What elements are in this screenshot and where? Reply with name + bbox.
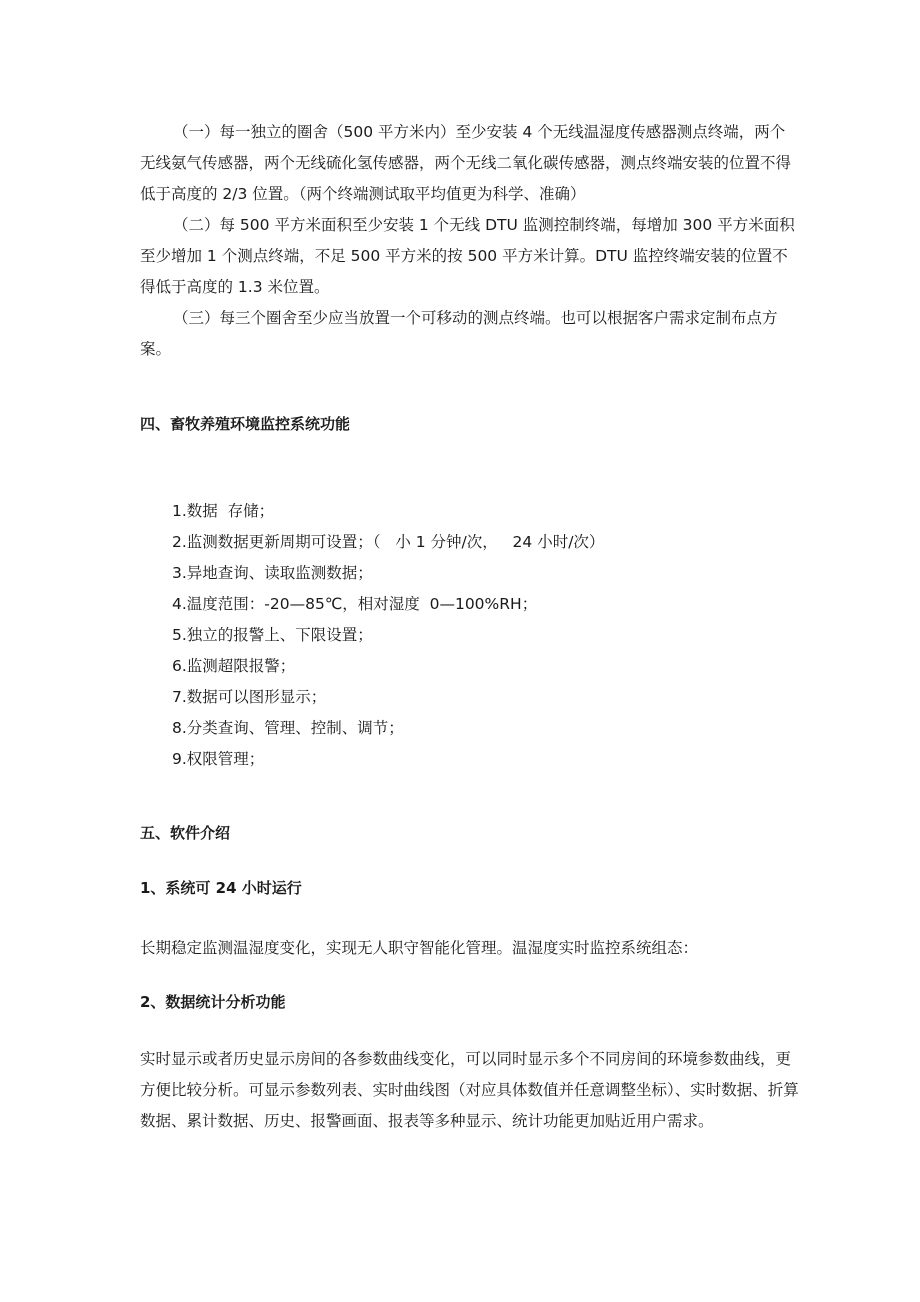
feature-item: 5.独立的报警上、下限设置； bbox=[172, 626, 373, 644]
feature-list bbox=[172, 496, 604, 775]
subsection-1-heading: 1、系统可 24 小时运行 bbox=[140, 879, 302, 897]
section-5-heading: 五、软件介绍 bbox=[140, 824, 231, 842]
section-4-heading: 四、畜牧养殖环境监控系统功能 bbox=[140, 415, 351, 433]
installation-item-1: （一）每一独立的圈舍（500 平方米内）至少安装 4 个无线温湿度传感器测点终端，两个无线氨气传感器，两个无线硫化氢传感器，两个无线二氧化碳传感器，测点终端安装的位置不得低于高度的 2/3 位置。（两个终端测试取平均值更为科学、准确） bbox=[140, 123, 792, 203]
feature-item: 7.数据可以图形显示； bbox=[172, 688, 327, 706]
subsection-2-heading: 2、数据统计分析功能 bbox=[140, 993, 286, 1011]
feature-item: 1.数据 存储； bbox=[172, 502, 275, 520]
feature-item: 6.监测超限报警； bbox=[172, 657, 296, 675]
subsection-1-text: 长期稳定监测温湿度变化，实现无人职守智能化管理。温湿度实时监控系统组态： bbox=[140, 939, 699, 957]
feature-item: 4.温度范围：-20—85℃，相对湿度 0—100%RH； bbox=[172, 595, 538, 613]
feature-item: 2.监测数据更新周期可设置；（ 小 1 分钟/次， 24 小时/次） bbox=[172, 533, 605, 551]
subsection-2-text: 实时显示或者历史显示房间的各参数曲线变化，可以同时显示多个不同房间的环境参数曲线，更方便比较分析。可显示参数列表、实时曲线图（对应具体数值并任意调整坐标）、实时数据、折算数据、累计数据、历史、报警画面、报表等多种显示、统计功能更加贴近用户需求。 bbox=[140, 1050, 799, 1130]
feature-item: 9.权限管理； bbox=[172, 750, 265, 768]
feature-item: 8.分类查询、管理、控制、调节； bbox=[172, 719, 404, 737]
feature-item: 3.异地查询、读取监测数据； bbox=[172, 564, 373, 582]
installation-item-2: （二）每 500 平方米面积至少安装 1 个无线 DTU 监测控制终端，每增加 300 平方米面积至少增加 1 个测点终端，不足 500 平方米的按 500 平方米计算。DTU 监控终端安装的位置不得低于高度的 1.3 米位置。 bbox=[140, 216, 795, 296]
installation-item-3: （三）每三个圈舍至少应当放置一个可移动的测点终端。也可以根据客户需求定制布点方案。 bbox=[140, 309, 778, 358]
